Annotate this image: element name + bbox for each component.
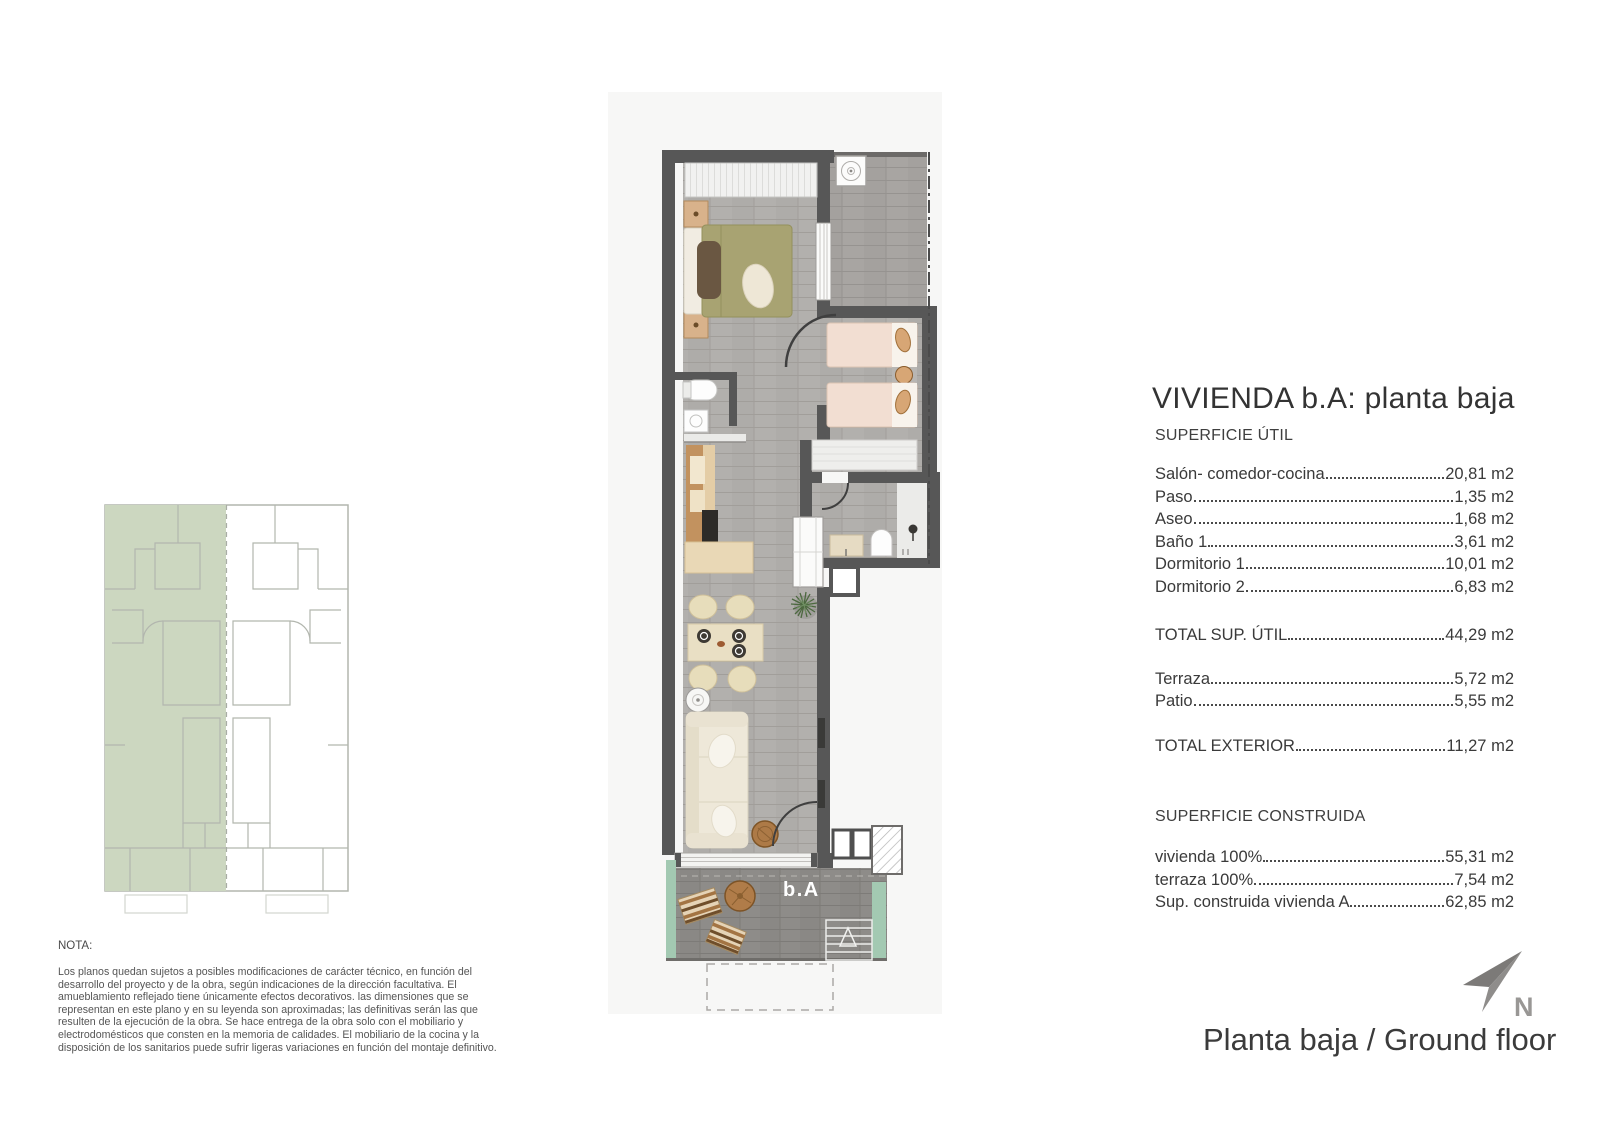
kitchen-island: [685, 542, 753, 573]
ac-unit-hatched: [872, 826, 902, 874]
dining-table: [688, 624, 763, 661]
row-value: 3,61 m2: [1454, 532, 1514, 551]
dot-leader: [1208, 545, 1453, 547]
area-row-bano1: [1155, 533, 1514, 556]
superficie-util-heading: SUPERFICIE ÚTIL: [1155, 427, 1294, 444]
shower-floor: [897, 483, 927, 558]
dot-leader: [1194, 522, 1454, 524]
single-bed: [827, 323, 917, 367]
dot-leader: [1350, 905, 1444, 907]
bedroom2: [812, 323, 917, 470]
chair: [728, 666, 756, 692]
chair: [689, 595, 717, 619]
terrace-unit-label: b.A: [783, 879, 820, 901]
north-label: N: [1514, 992, 1534, 1022]
row-label: vivienda 100%: [1155, 848, 1263, 866]
bedroom1-patio-window: [816, 223, 831, 300]
chair: [689, 665, 717, 691]
double-bed: [684, 225, 792, 317]
row-value: 20,81 m2: [1445, 465, 1514, 483]
superficie-util-rows: [1155, 465, 1514, 600]
dot-leader: [1194, 500, 1454, 502]
row-label: Patio: [1155, 692, 1193, 710]
row-label: TOTAL SUP. ÚTIL: [1155, 626, 1288, 644]
nota-body: Los planos quedan sujetos a posibles modificaciones de carácter técnico, en función del desarrollo del proyecto y de la obra, según indicaciones de la dirección facultativa. El amueblamiento reflejado tiene únicamente efectos decorativos. las dimensiones que se representan en este plano y en su leyenda son aproximadas; las definitivas serán las que resulten de la ejecución de la obra. Se hace entrega de la obra solo con el mobiliario y electrodomésticos que consten en la memoria de calidades. El mobiliario de la cocina y la disposición de los sanitarios puede sufrir ligeras variaciones en función del montaje definitivo.: [58, 966, 497, 1054]
key-plan: [95, 493, 355, 923]
area-row-dormitorio1: [1155, 555, 1514, 578]
key-plan-unit-highlight: [105, 505, 226, 891]
nota-block: [58, 940, 505, 1054]
row-value: 6,83 m2: [1454, 577, 1514, 596]
cooktop: [702, 510, 718, 542]
dot-leader: [1246, 567, 1444, 569]
row-value: 10,01 m2: [1445, 555, 1514, 573]
area-row-terraza100: [1155, 871, 1514, 894]
planter: [872, 882, 886, 960]
stool: [896, 367, 913, 384]
area-row-vivienda100: [1155, 848, 1514, 871]
dot-leader: [1246, 590, 1454, 592]
living-lightwell-window: [793, 517, 823, 587]
dot-leader: [1326, 477, 1445, 479]
row-value: 1,68 m2: [1454, 510, 1514, 528]
sofa: [686, 712, 748, 848]
total-sup-util-row: [1155, 626, 1514, 649]
row-value: 5,55 m2: [1454, 692, 1514, 710]
patio-vent-fixture: [836, 156, 866, 186]
superficie-construida-heading: SUPERFICIE CONSTRUIDA: [1155, 808, 1366, 825]
row-value: 1,35 m2: [1454, 487, 1514, 506]
toilet: [871, 530, 892, 557]
row-value: 44,29 m2: [1445, 626, 1514, 644]
dot-leader: [1263, 860, 1444, 862]
row-label: Paso: [1155, 487, 1193, 506]
area-row-patio: [1155, 692, 1514, 715]
exterior-rows: [1155, 670, 1514, 715]
area-schedule-panel: [1152, 382, 1514, 916]
dot-leader: [1211, 682, 1453, 684]
row-value: 55,31 m2: [1445, 848, 1514, 866]
dot-leader: [1194, 704, 1454, 706]
area-row-aseo: [1155, 510, 1514, 533]
planter: [666, 860, 676, 960]
row-value: 7,54 m2: [1454, 870, 1514, 889]
side-table: [686, 688, 710, 712]
sliding-panel: [818, 780, 825, 808]
row-label: Salón- comedor-cocina: [1155, 465, 1325, 483]
terrace-table: [725, 881, 755, 911]
wardrobe: [685, 163, 817, 197]
dot-leader: [1296, 749, 1445, 751]
row-value: 11,27 m2: [1446, 736, 1514, 755]
area-row-dormitorio2: [1155, 578, 1514, 601]
terrace-sliding-door: [675, 853, 817, 867]
floor-title: Planta baja / Ground floor: [1203, 1022, 1557, 1057]
single-bed: [827, 383, 917, 427]
row-value: 5,72 m2: [1454, 669, 1514, 688]
dot-leader: [1254, 883, 1453, 885]
row-value: 62,85 m2: [1445, 893, 1514, 911]
row-label: TOTAL EXTERIOR: [1155, 736, 1295, 755]
page-title: VIVIENDA b.A: planta baja: [1152, 382, 1515, 415]
north-arrow-icon: [1460, 948, 1556, 1024]
row-label: terraza 100%: [1155, 870, 1254, 889]
key-plan-terrace-projections: [125, 895, 328, 913]
washbasin: [684, 410, 708, 432]
area-row-salon: [1155, 465, 1514, 488]
row-label: Dormitorio 2: [1155, 577, 1245, 596]
foot-bench: [812, 440, 917, 470]
sliding-panel: [818, 718, 825, 748]
row-label: Baño 1: [1155, 532, 1208, 551]
dot-leader: [1288, 638, 1444, 640]
area-row-sup-construida: [1155, 893, 1514, 916]
row-label: Dormitorio 1: [1155, 555, 1245, 573]
row-label: Terraza: [1155, 669, 1211, 688]
total-exterior-row: [1155, 737, 1514, 760]
chair: [726, 595, 754, 619]
row-label: Sup. construida vivienda A: [1155, 893, 1350, 911]
construida-rows: [1155, 848, 1514, 916]
nota-heading: NOTA:: [58, 940, 93, 952]
area-row-terraza: [1155, 670, 1514, 693]
row-label: Aseo: [1155, 510, 1193, 528]
floor-plan: [600, 90, 950, 1020]
area-row-paso: [1155, 488, 1514, 511]
patio-shaft: [831, 567, 858, 595]
